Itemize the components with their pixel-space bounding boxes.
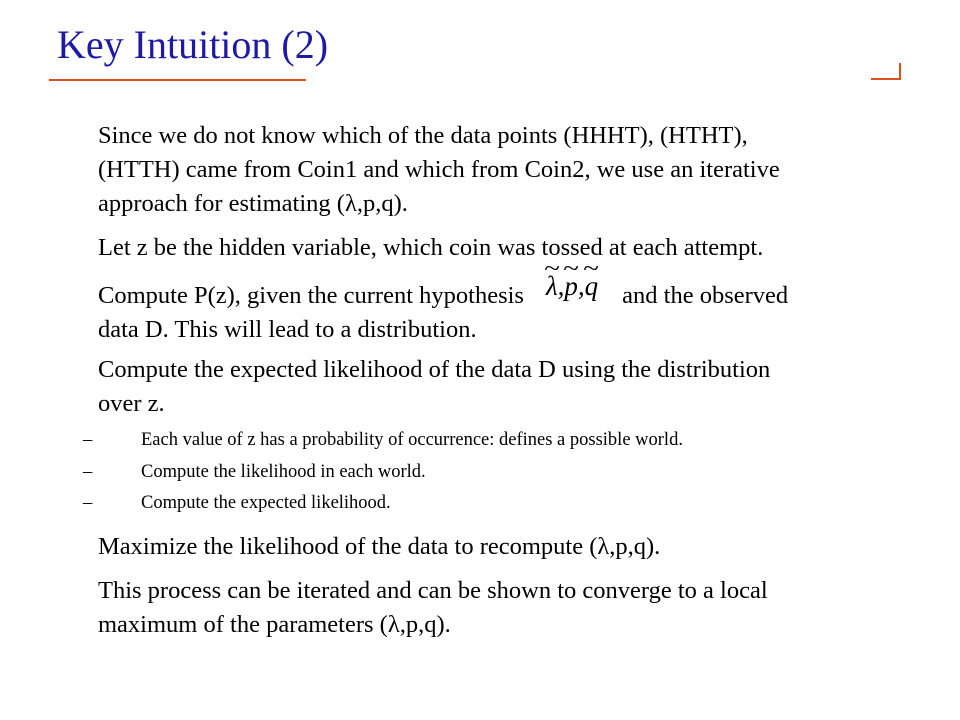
dash-bullet-icon: – (83, 430, 93, 450)
paragraph-line: over z. (98, 390, 165, 417)
paragraph-line: Let z be the hidden variable, which coin was tossed at each attempt. (98, 234, 764, 261)
hypothesis-formula (546, 269, 598, 303)
sub-bullet-text: Compute the expected likelihood. (141, 493, 391, 513)
paragraph-expected-likelihood (98, 353, 898, 421)
paragraph-line: (HTTH) came from Coin1 and which from Coin2, we use an iterative (98, 156, 780, 183)
lambda-tilde-symbol: ~ λ (546, 269, 558, 303)
paragraph-compute-pz (98, 271, 898, 347)
paragraph-line: maximum of the parameters (λ,p,q). (98, 611, 451, 638)
formula-separator: , (577, 271, 585, 301)
corner-bracket-decoration (871, 63, 901, 80)
paragraph-hidden-variable (98, 231, 898, 265)
paragraph-line: Compute the expected likelihood of the data D using the distribution (98, 356, 771, 383)
paragraph-line: Maximize the likelihood of the data to recompute (λ,p,q). (98, 533, 661, 560)
sub-bullet-text: Compute the likelihood in each world. (141, 462, 426, 482)
paragraph-maximize (98, 530, 898, 564)
paragraph-line: approach for estimating (λ,p,q). (98, 190, 408, 217)
p-tilde-symbol: ~ p (564, 269, 578, 303)
slide-title: Key Intuition (2) (57, 22, 329, 67)
dash-bullet-icon: – (83, 493, 93, 513)
paragraph-line: Since we do not know which of the data points (HHHT), (HTHT), (98, 122, 748, 149)
paragraph-line: data D. This will lead to a distribution. (98, 316, 477, 343)
paragraph-data-points (98, 119, 898, 221)
text-segment: and the observed (622, 282, 789, 309)
dash-bullet-icon: – (83, 462, 93, 482)
sub-bullet-text: Each value of z has a probability of occurrence: defines a possible world. (141, 430, 683, 450)
paragraph-line: This process can be iterated and can be shown to converge to a local (98, 577, 768, 604)
formula-separator: , (557, 271, 565, 301)
paragraph-line (98, 271, 898, 313)
q-tilde-symbol: ~ q (585, 269, 599, 303)
title-underline (49, 79, 306, 81)
text-segment: Compute P(z), given the current hypothesis (98, 282, 524, 309)
paragraph-iterate (98, 574, 898, 642)
